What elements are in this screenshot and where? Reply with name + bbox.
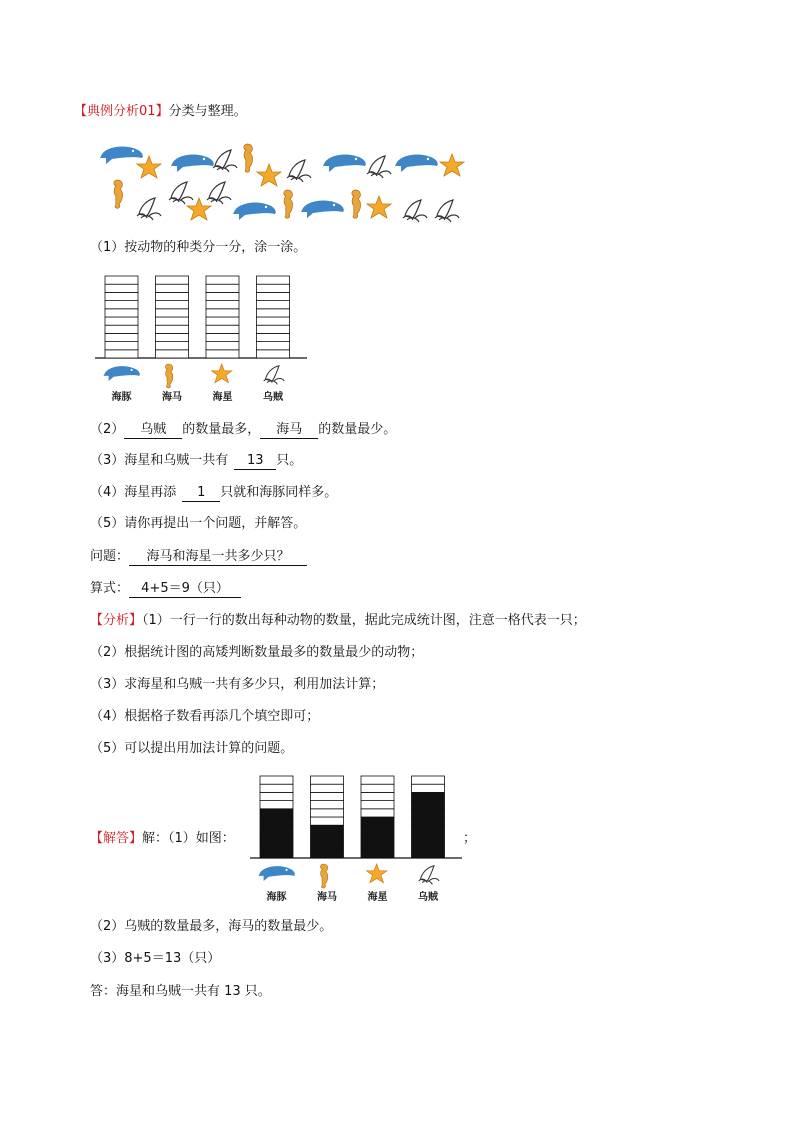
question-1: （1）按动物的种类分一分，涂一涂。: [90, 240, 307, 255]
chart-cell-filled: [361, 825, 394, 833]
chart-cell: [257, 292, 290, 300]
chart-cell-filled: [311, 850, 344, 858]
formula-answer[interactable]: 4+5＝9（只）: [129, 581, 241, 598]
question-line: 问题： 海马和海星一共多少只？: [90, 548, 307, 566]
chart-cell: [257, 301, 290, 309]
dolphin-icon: [259, 866, 295, 881]
chart-cell: [311, 776, 344, 784]
dolphin-icon: [395, 155, 438, 172]
chart-cell-filled: [311, 833, 344, 841]
squid-icon: [264, 366, 284, 385]
chart-cell: [105, 317, 138, 325]
chart-cell: [257, 333, 290, 341]
squid-icon: [367, 156, 391, 178]
chart-category-label: 乌贼: [263, 392, 283, 403]
squid-icon: [435, 200, 459, 222]
starfish-icon: [440, 154, 464, 176]
chart-cell: [311, 792, 344, 800]
chart-cell-filled: [412, 842, 445, 850]
chart-cell: [257, 276, 290, 284]
seahorse-icon: [284, 190, 293, 218]
chart-cell: [105, 284, 138, 292]
chart-cell-filled: [412, 801, 445, 809]
squid-icon: [419, 866, 439, 885]
chart-cell: [105, 333, 138, 341]
chart-cell: [361, 784, 394, 792]
chart-cell: [105, 309, 138, 317]
chart-category-label: 乌贼: [418, 892, 438, 903]
starfish-icon: [137, 156, 161, 178]
chart-column: [257, 276, 290, 358]
chart-cell: [105, 342, 138, 350]
chart-cell: [206, 350, 239, 358]
chart-cell: [156, 317, 189, 325]
analysis-line-5: （5）可以提出用加法计算的问题。: [90, 741, 294, 756]
chart-cell: [206, 301, 239, 309]
chart-category-label: 海星: [212, 392, 233, 403]
chart-cell: [257, 342, 290, 350]
squid-icon: [287, 160, 311, 182]
starfish-icon: [257, 164, 281, 186]
chart-cell: [156, 342, 189, 350]
chart-cell-filled: [260, 850, 293, 858]
chart-cell: [206, 284, 239, 292]
question-4: （4）海星再添 1 只就和海豚同样多。: [90, 485, 338, 500]
example-title: 分类与整理。: [168, 104, 247, 119]
chart-cell-filled: [412, 792, 445, 800]
chart-column: [260, 776, 293, 858]
chart-cell: [156, 292, 189, 300]
analysis-line-4: （4）根据格子数看再添几个填空即可；: [90, 709, 320, 724]
example-heading: [74, 103, 247, 121]
animals-picture: [95, 140, 475, 230]
answer-total[interactable]: 13: [234, 453, 276, 470]
chart-cell: [105, 276, 138, 284]
question-3: （3）海星和乌贼一共有 13 只。: [90, 453, 303, 468]
chart-cell: [156, 301, 189, 309]
solution-tag: 【解答】: [90, 831, 143, 846]
chart-cell: [105, 301, 138, 309]
chart-column: [105, 276, 138, 358]
chart-cell-filled: [361, 850, 394, 858]
chart-cell: [156, 276, 189, 284]
chart-cell: [257, 284, 290, 292]
chart-column: [361, 776, 394, 858]
chart-cell: [361, 776, 394, 784]
chart-cell: [257, 350, 290, 358]
chart-cell: [361, 801, 394, 809]
chart-cell-filled: [361, 833, 394, 841]
chart-cell: [206, 317, 239, 325]
starfish-icon: [187, 198, 211, 220]
analysis-line-2: （2）根据统计图的高矮判断数量最多的数量最少的动物；: [90, 645, 424, 660]
solution-statistics-chart: [250, 768, 470, 908]
chart-cell: [206, 342, 239, 350]
chart-cell-filled: [260, 817, 293, 825]
squid-icon: [207, 182, 231, 204]
chart-cell: [361, 792, 394, 800]
chart-cell: [206, 309, 239, 317]
chart-cell-filled: [412, 825, 445, 833]
question-answer[interactable]: 海马和海星一共多少只？: [129, 549, 307, 566]
chart-cell: [156, 309, 189, 317]
chart-cell: [311, 784, 344, 792]
chart-cell: [105, 292, 138, 300]
solution-line-4: 答：海星和乌贼一共有 13 只。: [90, 984, 271, 999]
chart-cell-filled: [412, 833, 445, 841]
chart-cell: [260, 801, 293, 809]
chart-cell-filled: [412, 817, 445, 825]
chart-cell-filled: [361, 817, 394, 825]
chart-cell-filled: [311, 825, 344, 833]
chart-category-label: 海星: [367, 892, 388, 903]
chart-cell: [311, 801, 344, 809]
chart-cell: [156, 350, 189, 358]
chart-cell-filled: [260, 842, 293, 850]
chart-cell: [412, 784, 445, 792]
chart-category-label: 海豚: [266, 892, 287, 903]
chart-column: [412, 776, 445, 858]
chart-cell: [156, 325, 189, 333]
chart-cell: [361, 809, 394, 817]
chart-cell: [206, 276, 239, 284]
chart-cell: [105, 325, 138, 333]
chart-column: [311, 776, 344, 858]
dolphin-icon: [100, 147, 143, 164]
chart-cell: [257, 309, 290, 317]
starfish-icon: [212, 364, 232, 383]
seahorse-icon: [320, 864, 327, 888]
chart-category-label: 海马: [162, 392, 182, 403]
question-2: （2） 乌贼 的数量最多， 海马 的数量最少。: [90, 422, 397, 437]
chart-cell-filled: [311, 842, 344, 850]
seahorse-icon: [114, 180, 123, 208]
chart-cell: [206, 292, 239, 300]
chart-cell: [311, 817, 344, 825]
chart-cell: [260, 784, 293, 792]
squid-icon: [137, 198, 161, 220]
seahorse-icon: [352, 190, 361, 218]
solution-line-2: （2）乌贼的数量最多，海马的数量最少。: [90, 919, 333, 934]
formula-line: 算式： 4+5＝9（只）: [90, 580, 241, 598]
chart-cell-filled: [260, 825, 293, 833]
dolphin-icon: [301, 201, 344, 218]
dolphin-icon: [171, 155, 214, 172]
chart-cell: [156, 333, 189, 341]
chart-cell: [206, 333, 239, 341]
seahorse-icon: [165, 364, 172, 388]
squid-icon: [403, 200, 427, 222]
starfish-icon: [367, 864, 387, 883]
chart-cell-filled: [412, 809, 445, 817]
solution-trailing: ；: [463, 831, 477, 846]
dolphin-icon: [323, 155, 366, 172]
analysis-tag: 【分析】: [90, 613, 143, 628]
chart-cell-filled: [260, 809, 293, 817]
example-tag: 【典例分析01】: [74, 104, 169, 119]
chart-cell-filled: [412, 850, 445, 858]
question-5: （5）请你再提出一个问题，并解答。: [90, 516, 307, 531]
chart-cell: [156, 284, 189, 292]
starfish-icon: [367, 196, 391, 218]
chart-cell: [105, 350, 138, 358]
chart-category-label: 海豚: [111, 392, 132, 403]
chart-cell: [260, 776, 293, 784]
squid-icon: [169, 182, 193, 204]
dolphin-icon: [233, 203, 276, 220]
analysis-line-1: 【分析】（1）一行一行的数出每种动物的数量，据此完成统计图，注意一格代表一只；: [90, 613, 586, 628]
chart-column: [206, 276, 239, 358]
solution-line-3: （3）8+5＝13（只）: [90, 951, 221, 966]
chart-cell-filled: [260, 833, 293, 841]
chart-cell: [412, 776, 445, 784]
solution-line-1: 【解答】解：（1）如图：: [90, 831, 235, 846]
chart-cell: [260, 792, 293, 800]
chart-cell-filled: [361, 842, 394, 850]
chart-cell: [311, 809, 344, 817]
answer-add[interactable]: 1: [182, 485, 220, 502]
answer-least[interactable]: 海马: [260, 422, 318, 439]
chart-column: [156, 276, 189, 358]
chart-cell: [257, 317, 290, 325]
analysis-line-3: （3）求海星和乌贼一共有多少只，利用加法计算；: [90, 677, 385, 692]
chart-category-label: 海马: [317, 892, 337, 903]
chart-cell: [206, 325, 239, 333]
squid-icon: [213, 150, 237, 172]
answer-most[interactable]: 乌贼: [124, 422, 182, 439]
dolphin-icon: [104, 366, 140, 381]
chart-cell: [257, 325, 290, 333]
blank-statistics-chart: [95, 268, 315, 408]
seahorse-icon: [244, 144, 253, 172]
